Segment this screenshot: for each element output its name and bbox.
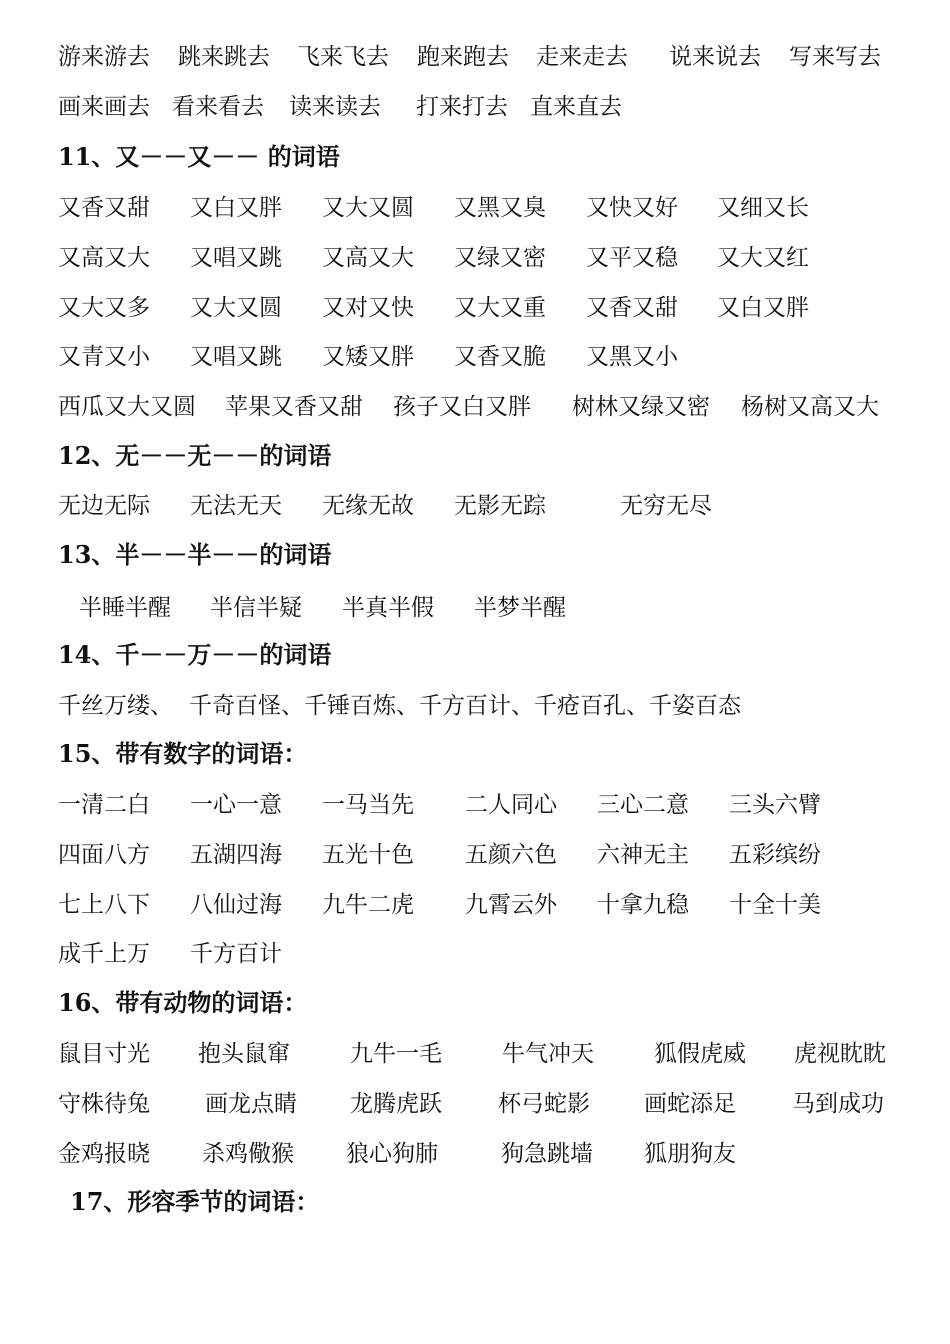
idiom-word: 无缘无故: [322, 493, 414, 519]
idiom-word: 又香又甜: [58, 195, 150, 221]
idiom-word: 狐朋狗友: [644, 1141, 736, 1167]
idiom-word: 守株待兔: [58, 1091, 150, 1117]
idiom-word: 一清二白: [58, 792, 150, 818]
idiom-word: 八仙过海: [190, 892, 282, 918]
idiom-word: 杯弓蛇影: [498, 1091, 590, 1117]
idiom-word: 千丝万缕、: [58, 693, 173, 719]
idiom-word: 又大又红: [717, 245, 809, 271]
idiom-word: 跑来跑去: [417, 44, 509, 70]
idiom-word: 又香又脆: [454, 344, 546, 370]
section-heading: 15、带有数字的词语：: [58, 739, 308, 768]
idiom-word: 又青又小: [58, 344, 150, 370]
section-heading: 17、形容季节的词语：: [70, 1187, 320, 1216]
section-heading: 14、千－－万－－的词语: [58, 640, 332, 669]
idiom-word: 苹果又香又甜: [225, 394, 363, 420]
idiom-word: 金鸡报晓: [58, 1141, 150, 1167]
idiom-word: 西瓜又大又圆: [58, 394, 196, 420]
idiom-word: 三心二意: [597, 792, 689, 818]
idiom-word: 无影无踪: [454, 493, 546, 519]
idiom-word: 一心一意: [190, 792, 282, 818]
idiom-word: 又平又稳: [586, 245, 678, 271]
idiom-word: 又大又重: [454, 295, 546, 321]
idiom-word: 游来游去: [58, 44, 150, 70]
idiom-word: 五湖四海: [190, 842, 282, 868]
idiom-word: 又大又多: [58, 295, 150, 321]
idiom-word: 千方百计: [190, 941, 282, 967]
idiom-word: 七上八下: [58, 892, 150, 918]
idiom-word: 又白又胖: [717, 295, 809, 321]
idiom-word: 半信半疑: [210, 595, 302, 621]
idiom-word: 虎视眈眈: [794, 1041, 886, 1067]
idiom-word: 杀鸡儆猴: [202, 1141, 294, 1167]
idiom-word: 走来走去: [536, 44, 628, 70]
idiom-word: 龙腾虎跃: [350, 1091, 442, 1117]
section-heading: 16、带有动物的词语：: [58, 988, 308, 1017]
idiom-word: 又高又大: [58, 245, 150, 271]
idiom-word: 三头六臂: [729, 792, 821, 818]
idiom-word: 画来画去: [58, 94, 150, 120]
idiom-word: 狐假虎威: [654, 1041, 746, 1067]
idiom-word: 读来读去: [289, 94, 381, 120]
idiom-word: 二人同心: [465, 792, 557, 818]
idiom-word: 无穷无尽: [620, 493, 712, 519]
idiom-word: 又快又好: [586, 195, 678, 221]
idiom-word: 五颜六色: [465, 842, 557, 868]
section-heading: 11、又－－又－－ 的词语: [58, 142, 340, 171]
idiom-word: 千奇百怪、千锤百炼、千方百计、千疮百孔、千姿百态: [189, 693, 741, 719]
idiom-word: 又矮又胖: [322, 344, 414, 370]
idiom-word: 抱头鼠窜: [198, 1041, 290, 1067]
idiom-word: 成千上万: [58, 941, 150, 967]
idiom-word: 画蛇添足: [644, 1091, 736, 1117]
idiom-word: 马到成功: [792, 1091, 884, 1117]
idiom-word: 十拿九稳: [597, 892, 689, 918]
idiom-word: 又大又圆: [190, 295, 282, 321]
idiom-word: 又大又圆: [322, 195, 414, 221]
idiom-word: 五彩缤纷: [729, 842, 821, 868]
idiom-word: 树林又绿又密: [572, 394, 710, 420]
idiom-word: 九霄云外: [465, 892, 557, 918]
idiom-word: 又唱又跳: [190, 344, 282, 370]
idiom-word: 又唱又跳: [190, 245, 282, 271]
idiom-word: 写来写去: [789, 44, 881, 70]
idiom-word: 无法无天: [190, 493, 282, 519]
idiom-word: 九牛二虎: [322, 892, 414, 918]
idiom-word: 又对又快: [322, 295, 414, 321]
idiom-word: 看来看去: [172, 94, 264, 120]
idiom-word: 狼心狗肺: [346, 1141, 438, 1167]
idiom-word: 五光十色: [322, 842, 414, 868]
idiom-word: 直来直去: [530, 94, 622, 120]
idiom-word: 半真半假: [342, 595, 434, 621]
idiom-word: 又白又胖: [190, 195, 282, 221]
idiom-word: 画龙点睛: [205, 1091, 297, 1117]
idiom-word: 跳来跳去: [178, 44, 270, 70]
section-heading: 13、半－－半－－的词语: [58, 540, 332, 569]
idiom-word: 打来打去: [416, 94, 508, 120]
idiom-word: 六神无主: [597, 842, 689, 868]
idiom-word: 又香又甜: [586, 295, 678, 321]
section-heading: 12、无－－无－－的词语: [58, 441, 332, 470]
idiom-word: 又黑又小: [586, 344, 678, 370]
idiom-word: 杨树又高又大: [741, 394, 879, 420]
idiom-word: 一马当先: [322, 792, 414, 818]
idiom-word: 又高又大: [322, 245, 414, 271]
idiom-word: 鼠目寸光: [58, 1041, 150, 1067]
idiom-word: 半梦半醒: [474, 595, 566, 621]
idiom-word: 孩子又白又胖: [393, 394, 531, 420]
idiom-word: 飞来飞去: [297, 44, 389, 70]
idiom-word: 十全十美: [729, 892, 821, 918]
idiom-word: 牛气冲天: [502, 1041, 594, 1067]
idiom-word: 无边无际: [58, 493, 150, 519]
idiom-word: 半睡半醒: [79, 595, 171, 621]
idiom-word: 狗急跳墙: [501, 1141, 593, 1167]
idiom-word: 又细又长: [717, 195, 809, 221]
idiom-word: 说来说去: [669, 44, 761, 70]
idiom-word: 又黑又臭: [454, 195, 546, 221]
idiom-word: 四面八方: [58, 842, 150, 868]
idiom-word: 九牛一毛: [350, 1041, 442, 1067]
idiom-word: 又绿又密: [454, 245, 546, 271]
